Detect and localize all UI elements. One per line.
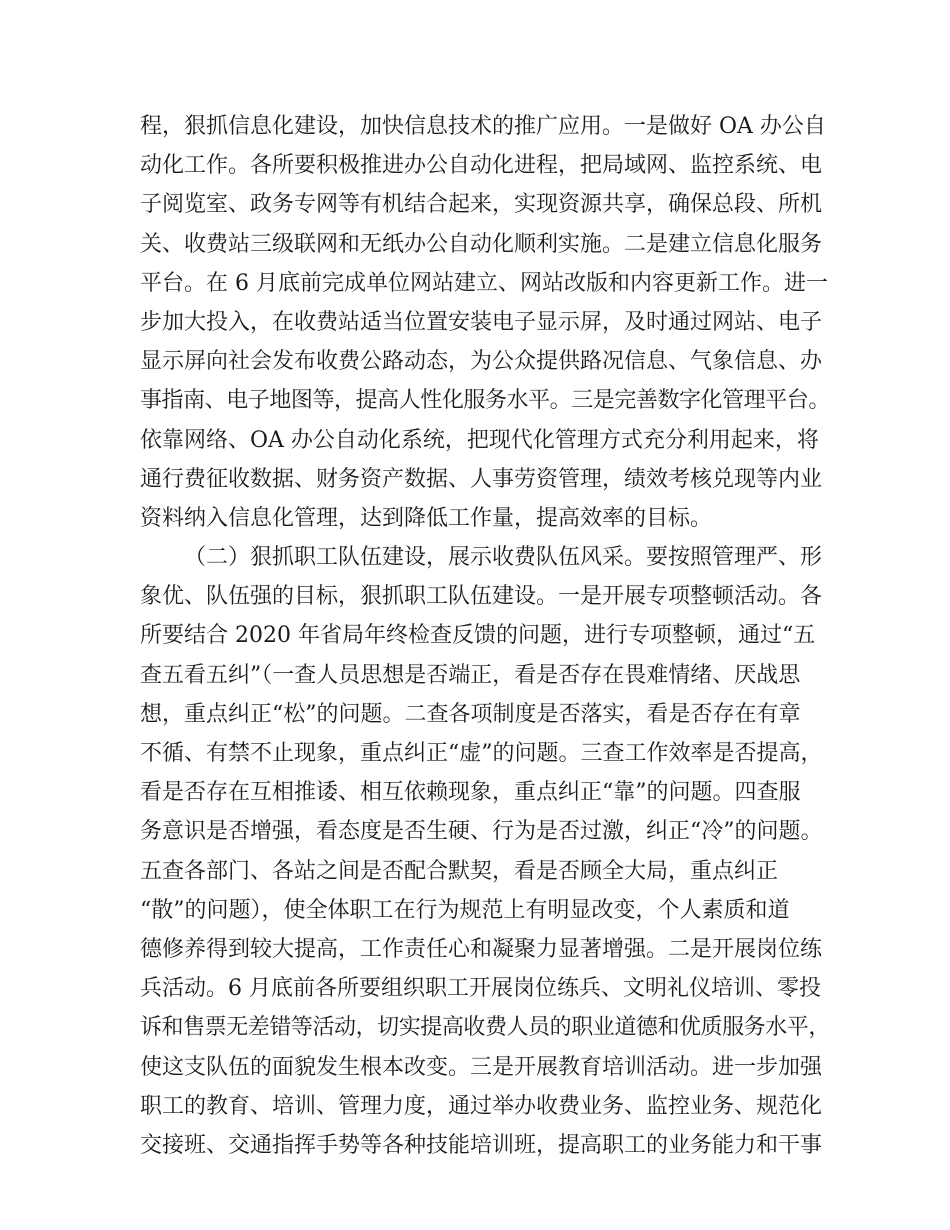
text-line: 五查各部门、各站之间是否配合默契，看是否顾全大局，重点纠正 bbox=[140, 858, 779, 884]
text-line: 象优、队伍强的目标，狠抓职工队伍建设。一是开展专项整顿活动。各 bbox=[140, 584, 823, 610]
text-line: 不循、有禁不止现象，重点纠正“虚”的问题。三查工作效率是否提高， bbox=[140, 741, 823, 766]
text-line: 通行费征收数据、财务资产数据、人事劳资管理，绩效考核兑现等内业 bbox=[140, 466, 823, 492]
text-line: 事指南、电子地图等，提高人性化服务水平。三是完善数字化管理平台。 bbox=[140, 388, 830, 414]
text-line: 显示屏向社会发布收费公路动态，为公众提供路况信息、气象信息、办 bbox=[140, 349, 823, 375]
text-line: 资料纳入信息化管理，达到降低工作量，提高效率的目标。 bbox=[140, 505, 713, 531]
text-line: 平台。在 6 月底前完成单位网站建立、网站改版和内容更新工作。进一 bbox=[140, 270, 828, 296]
text-line: 兵活动。6 月底前各所要组织职工开展岗位练兵、文明礼仪培训、零投 bbox=[140, 976, 821, 1002]
text-line: 所要结合 2020 年省局年终检查反馈的问题，进行专项整顿，通过“五 bbox=[140, 623, 816, 649]
text-line: 查五看五纠”（一查人员思想是否端正，看是否存在畏难情绪、厌战思 bbox=[140, 662, 801, 688]
text-line: 子阅览室、政务专网等有机结合起来，实现资源共享，确保总段、所机 bbox=[140, 192, 823, 218]
text-line: 诉和售票无差错等活动，切实提高收费人员的职业道德和优质服务水平， bbox=[140, 1015, 830, 1041]
text-line: （二）狠抓职工队伍建设，展示收费队伍风采。要按照管理严、形 bbox=[184, 545, 823, 571]
text-line: 关、收费站三级联网和无纸办公自动化顺利实施。二是建立信息化服务 bbox=[140, 231, 823, 257]
text-line: 德修养得到较大提高，工作责任心和凝聚力显著增强。二是开展岗位练 bbox=[140, 936, 823, 962]
text-line: 程，狠抓信息化建设，加快信息技术的推广应用。一是做好 OA 办公自 bbox=[140, 114, 826, 139]
text-line: 依靠网络、OA 办公自动化系统，把现代化管理方式充分利用起来，将 bbox=[140, 427, 819, 453]
text-line: 职工的教育、培训、管理力度，通过举办收费业务、监控业务、规范化 bbox=[140, 1093, 823, 1119]
text-line: 使这支队伍的面貌发生根本改变。三是开展教育培训活动。进一步加强 bbox=[140, 1054, 823, 1080]
text-line: “散”的问题），使全体职工在行为规范上有明显改变，个人素质和道 bbox=[140, 897, 790, 923]
text-line: 步加大投入，在收费站适当位置安装电子显示屏，及时通过网站、电子 bbox=[140, 309, 823, 335]
text-line: 动化工作。各所要积极推进办公自动化进程，把局域网、监控系统、电 bbox=[140, 153, 823, 179]
document-body bbox=[140, 107, 830, 1165]
text-line: 想，重点纠正“松”的问题。二查各项制度是否落实，看是否存在有章 bbox=[140, 701, 801, 727]
text-line: 看是否存在互相推诿、相互依赖现象，重点纠正“靠”的问题。四查服 bbox=[140, 780, 801, 806]
text-line: 务意识是否增强，看态度是否生硬、行为是否过激，纠正“冷”的问题。 bbox=[140, 819, 823, 845]
text-line: 交接班、交通指挥手势等各种技能培训班，提高职工的业务能力和干事 bbox=[140, 1132, 823, 1158]
